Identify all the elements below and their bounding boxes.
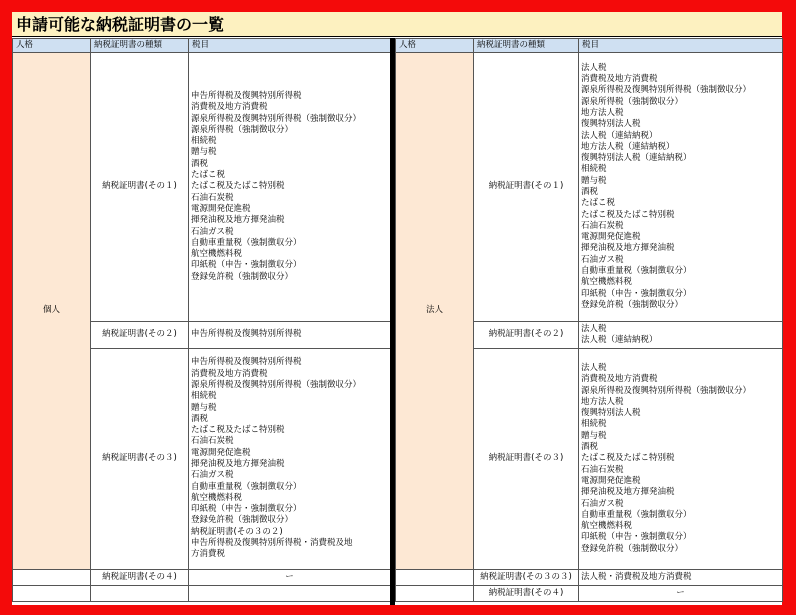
tax-list [189, 53, 391, 322]
tax-item: 石油ガス税 [581, 498, 624, 509]
tax-item: 航空機燃料税 [191, 249, 243, 260]
page-title: 申請可能な納税証明書の一覧 [12, 12, 782, 37]
tax-item: 揮発油税及地方揮発油税 [191, 459, 285, 469]
tax-item: 石油ガス税 [581, 254, 624, 265]
tax-item: 登録免許税（強制徴収分） [191, 271, 294, 282]
empty-cell [189, 586, 391, 602]
tax-item: 石油石炭税 [191, 436, 234, 447]
tax-item: 地方法人税 [581, 396, 624, 407]
tax-list: ー [579, 586, 783, 602]
tax-item: 申告所得税及復興特別所得税 [191, 90, 302, 101]
tax-list [579, 322, 783, 349]
tax-item: 酒税 [191, 158, 209, 169]
tax-list: 法人税・消費税及地方消費税 [579, 570, 783, 586]
table-row [13, 586, 391, 602]
tax-item: たばこ税及たばこ特別税 [581, 209, 675, 220]
tax-item: 贈与税 [581, 430, 607, 441]
tax-item: 石油石炭税 [581, 220, 624, 231]
tax-list [189, 349, 391, 570]
tax-item: 自動車重量税（強制徴収分） [191, 237, 302, 248]
corporation-table [395, 38, 783, 602]
tax-item: 贈与税 [191, 402, 217, 413]
tax-item: 石油ガス税 [191, 470, 234, 481]
tax-item: 法人税 [581, 62, 607, 73]
table-row [396, 53, 783, 322]
tax-item: 自動車重量税（強制徴収分） [581, 266, 692, 277]
tax-item: 相続税 [581, 419, 607, 430]
tax-item: 揮発油税及地方揮発油税 [581, 487, 675, 498]
tax-item: 電源開発促進税 [581, 232, 641, 243]
tax-item: 印紙税（申告・強制徴収分） [581, 532, 692, 543]
tax-item: 地方法人税 [581, 107, 624, 118]
empty-cell [396, 570, 474, 586]
empty-cell [13, 570, 91, 586]
certificate-type: 納税証明書(その３) [91, 349, 189, 570]
tax-item: 法人税 [581, 362, 607, 373]
certificate-type: 納税証明書(その１) [474, 53, 579, 322]
tax-item: 相続税 [191, 391, 217, 402]
tax-item: たばこ税及たばこ特別税 [191, 425, 285, 436]
tax-item: 復興特別法人税（連結納税） [581, 153, 692, 164]
tax-item: 法人税（連結納税） [581, 130, 658, 141]
header-type: 納税証明書の種類 [91, 39, 189, 53]
tax-list [189, 322, 391, 349]
certificate-type: 納税証明書(その４) [474, 586, 579, 602]
tax-item: 相続税 [581, 164, 607, 175]
table-row [13, 570, 391, 586]
tax-item: 贈与税 [191, 147, 217, 158]
tax-item: 印紙税（申告・強制徴収分） [191, 260, 302, 271]
tax-item: 消費税及地方消費税 [191, 102, 268, 113]
tax-item: 方消費税 [191, 549, 226, 560]
tax-item: たばこ税 [581, 198, 616, 209]
tax-item: たばこ税 [191, 170, 226, 181]
tax-item: たばこ税及たばこ特別税 [191, 181, 285, 192]
tax-item: 消費税及地方消費税 [581, 374, 658, 385]
tax-item: 源泉所得税（強制徴収分） [191, 124, 294, 135]
tax-item: 印紙税（申告・強制徴収分） [191, 504, 302, 515]
certificate-type: 納税証明書(その２) [91, 322, 189, 349]
header-type: 納税証明書の種類 [474, 39, 579, 53]
empty-cell [396, 586, 474, 602]
certificate-type: 納税証明書(その４) [91, 570, 189, 586]
empty-cell [91, 586, 189, 602]
tax-item: 源泉所得税及復興特別所得税（強制徴収分） [191, 113, 362, 124]
tax-item: 揮発油税及地方揮発油税 [581, 243, 675, 254]
header-tax: 税目 [189, 39, 391, 53]
individual-table [12, 38, 391, 602]
tax-item: 申告所得税及復興特別所得税・消費税及地 [191, 538, 353, 549]
certificate-type: 納税証明書(その３の３) [474, 570, 579, 586]
tax-item: 自動車重量税（強制徴収分） [191, 481, 302, 492]
header-row [396, 39, 783, 53]
tax-item: たばこ税及たばこ特別税 [581, 453, 675, 464]
tax-item: 酒税 [191, 413, 209, 424]
tax-item: 航空機燃料税 [581, 521, 633, 532]
tax-item: 航空機燃料税 [581, 277, 633, 288]
certificate-type: 納税証明書(その２) [474, 322, 579, 349]
tax-item: 電源開発促進税 [191, 447, 251, 458]
table-row [396, 570, 783, 586]
tax-item: 石油ガス税 [191, 226, 234, 237]
tax-item: 申告所得税及復興特別所得税 [191, 329, 302, 340]
certificate-type: 納税証明書(その３) [474, 349, 579, 570]
tax-item: 石油石炭税 [581, 464, 624, 475]
header-person: 人格 [396, 39, 474, 53]
tax-item: 復興特別法人税 [581, 119, 641, 130]
tax-item: 贈与税 [581, 175, 607, 186]
tax-item: 自動車重量税（強制徴収分） [581, 509, 692, 520]
tax-item: 消費税及地方消費税 [581, 74, 658, 85]
tax-item: 法人税 [581, 323, 607, 334]
tax-item: 消費税及地方消費税 [191, 368, 268, 379]
tax-list: ー [189, 570, 391, 586]
tax-item: 源泉所得税及復興特別所得税（強制徴収分） [581, 85, 752, 96]
tax-item: 電源開発促進税 [191, 203, 251, 214]
tax-item: 酒税 [581, 442, 599, 453]
person-individual: 個人 [13, 53, 91, 570]
tax-item: 源泉所得税（強制徴収分） [581, 96, 684, 107]
tax-item: 源泉所得税及復興特別所得税（強制徴収分） [581, 385, 752, 396]
tax-item: 石油石炭税 [191, 192, 234, 203]
tax-item: 登録免許税（強制徴収分） [581, 299, 684, 310]
person-corporation: 法人 [396, 53, 474, 570]
tax-item: 申告所得税及復興特別所得税 [191, 357, 302, 368]
table-row [13, 53, 391, 322]
header-row [13, 39, 391, 53]
tax-item: 法人税（連結納税） [581, 335, 658, 345]
tax-item: 登録免許税（強制徴収分） [191, 515, 294, 526]
tax-item: 航空機燃料税 [191, 492, 243, 503]
tax-item: 揮発油税及地方揮発油税 [191, 215, 285, 226]
tax-item: 酒税 [581, 187, 599, 197]
tax-item: 源泉所得税及復興特別所得税（強制徴収分） [191, 379, 362, 390]
tax-item: 電源開発促進税 [581, 475, 641, 486]
tax-item: 地方法人税（連結納税） [581, 141, 675, 152]
tax-item: 相続税 [191, 136, 217, 147]
tax-list [579, 349, 783, 570]
tax-item: 納税証明書(その３の２) [191, 526, 283, 537]
tax-list [579, 53, 783, 322]
certificate-type: 納税証明書(その１) [91, 53, 189, 322]
tax-item: 印紙税（申告・強制徴収分） [581, 288, 692, 299]
header-tax: 税目 [579, 39, 783, 53]
tax-item: 登録免許税（強制徴収分） [581, 543, 684, 554]
table-row [396, 586, 783, 602]
empty-cell [13, 586, 91, 602]
header-person: 人格 [13, 39, 91, 53]
tax-item: 復興特別法人税 [581, 408, 641, 419]
